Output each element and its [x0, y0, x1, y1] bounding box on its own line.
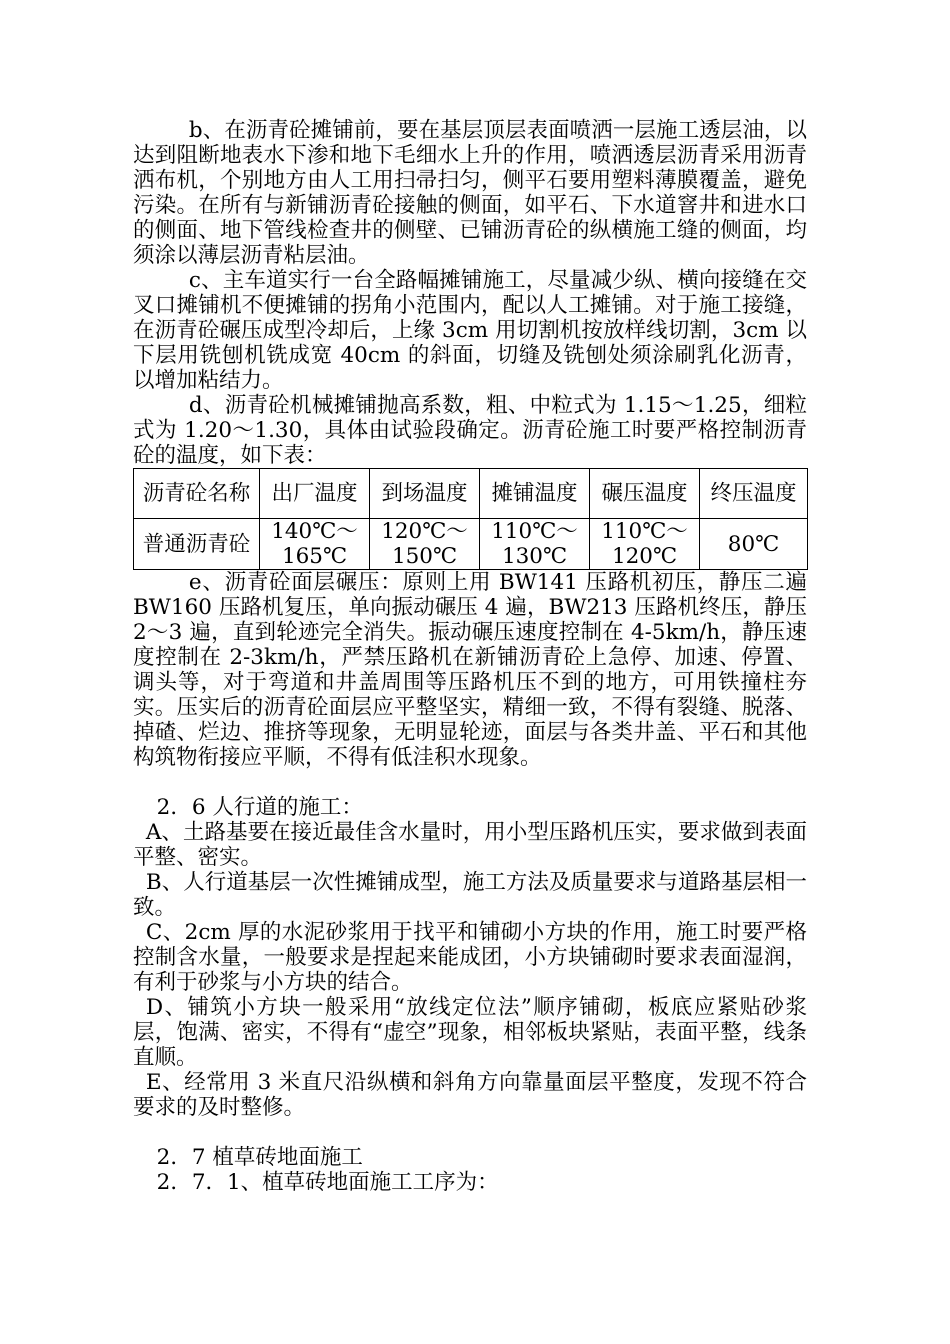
table-header-cell: 终压温度: [700, 469, 808, 519]
list-item: D、铺筑小方块一般采用“放线定位法”顺序铺砌，板底应紧贴砂浆层，饱满、密实，不得有“虚空”现象，相邻板块紧贴，表面平整，线条直顺。: [133, 995, 807, 1070]
section-heading-2-7: 2．7 植草砖地面施工: [156, 1145, 363, 1170]
table-header-row: [134, 469, 808, 519]
list-item: A、土路基要在接近最佳含水量时，用小型压路机压实，要求做到表面平整、密实。: [133, 820, 807, 870]
table-row: [134, 519, 808, 570]
list-item: C、2cm 厚的水泥砂浆用于找平和铺砌小方块的作用，施工时要严格控制含水量，一般要求是捏起来能成团，小方块铺砌时要求表面湿润，有利于砂浆与小方块的结合。: [133, 920, 807, 995]
table-header-cell: 出厂温度: [260, 469, 370, 519]
paragraph-b: b、在沥青砼摊铺前，要在基层顶层表面喷洒一层施工透层油，以达到阻断地表水下渗和地下毛细水上升的作用，喷洒透层沥青采用沥青洒布机，个别地方由人工用扫帚扫匀，侧平石要用塑料薄膜覆盖，避免污染。在所有与新铺沥青砼接触的侧面，如平石、下水道窨井和进水口的侧面、地下管线检查井的侧壁、已铺沥青砼的纵横施工缝的侧面，均须涂以薄层沥青粘层油。: [133, 118, 807, 268]
table-header-cell: 沥青砼名称: [134, 469, 260, 519]
paragraph-c: c、主车道实行一台全路幅摊铺施工，尽量减少纵、横向接缝在交叉口摊铺机不便摊铺的拐角小范围内，配以人工摊铺。对于施工接缝，在沥青砼碾压成型冷却后，上缘 3cm 用切割机按放样线切割，3cm 以下层用铣刨机铣成宽 40cm 的斜面，切缝及铣刨处须涂刷乳化沥青，以增加粘结力。: [133, 268, 807, 393]
subsection-heading-2-7-1: 2．7．1、植草砖地面施工工序为：: [156, 1170, 499, 1195]
table-cell: 110℃～130℃: [480, 519, 590, 570]
table-cell: 140℃～165℃: [260, 519, 370, 570]
spacer: [133, 1120, 807, 1145]
document-page: [133, 118, 807, 1195]
list-item: E、经常用 3 米直尺沿纵横和斜角方向靠量面层平整度，发现不符合要求的及时整修。: [133, 1070, 807, 1120]
table-header-cell: 摊铺温度: [480, 469, 590, 519]
section-heading-2-6: 2．6 人行道的施工：: [156, 795, 363, 820]
table-cell: 120℃～150℃: [370, 519, 480, 570]
paragraph-e: e、沥青砼面层碾压：原则上用 BW141 压路机初压，静压二遍 BW160 压路机复压，单向振动碾压 4 遍，BW213 压路机终压，静压 2～3 遍，直到轮迹完全消失。振动碾压速度控制在 4-5km/h，静压速度控制在 2-3km/h，严禁压路机在新铺沥青砼上急停、加速、停置、调头等，对于弯道和井盖周围等压路机压不到的地方，可用铁撞柱夯实。压实后的沥青砼面层应平整坚实，精细一致，不得有裂缝、脱落、掉碴、烂边、推挤等现象，无明显轮迹，面层与各类井盖、平石和其他构筑物衔接应平顺，不得有低洼积水现象。: [133, 570, 807, 770]
table-header-cell: 到场温度: [370, 469, 480, 519]
table-header-cell: 碾压温度: [590, 469, 700, 519]
table-cell: 110℃～120℃: [590, 519, 700, 570]
list-item: B、人行道基层一次性摊铺成型，施工方法及质量要求与道路基层相一致。: [133, 870, 807, 920]
table-cell: 80℃: [700, 519, 808, 570]
paragraph-d: d、沥青砼机械摊铺抛高系数，粗、中粒式为 1.15～1.25，细粒式为 1.20～1.30，具体由试验段确定。沥青砼施工时要严格控制沥青砼的温度，如下表：: [133, 393, 807, 468]
temperature-table: [133, 468, 808, 570]
table-cell: 普通沥青砼: [134, 519, 260, 570]
spacer: [133, 770, 807, 795]
